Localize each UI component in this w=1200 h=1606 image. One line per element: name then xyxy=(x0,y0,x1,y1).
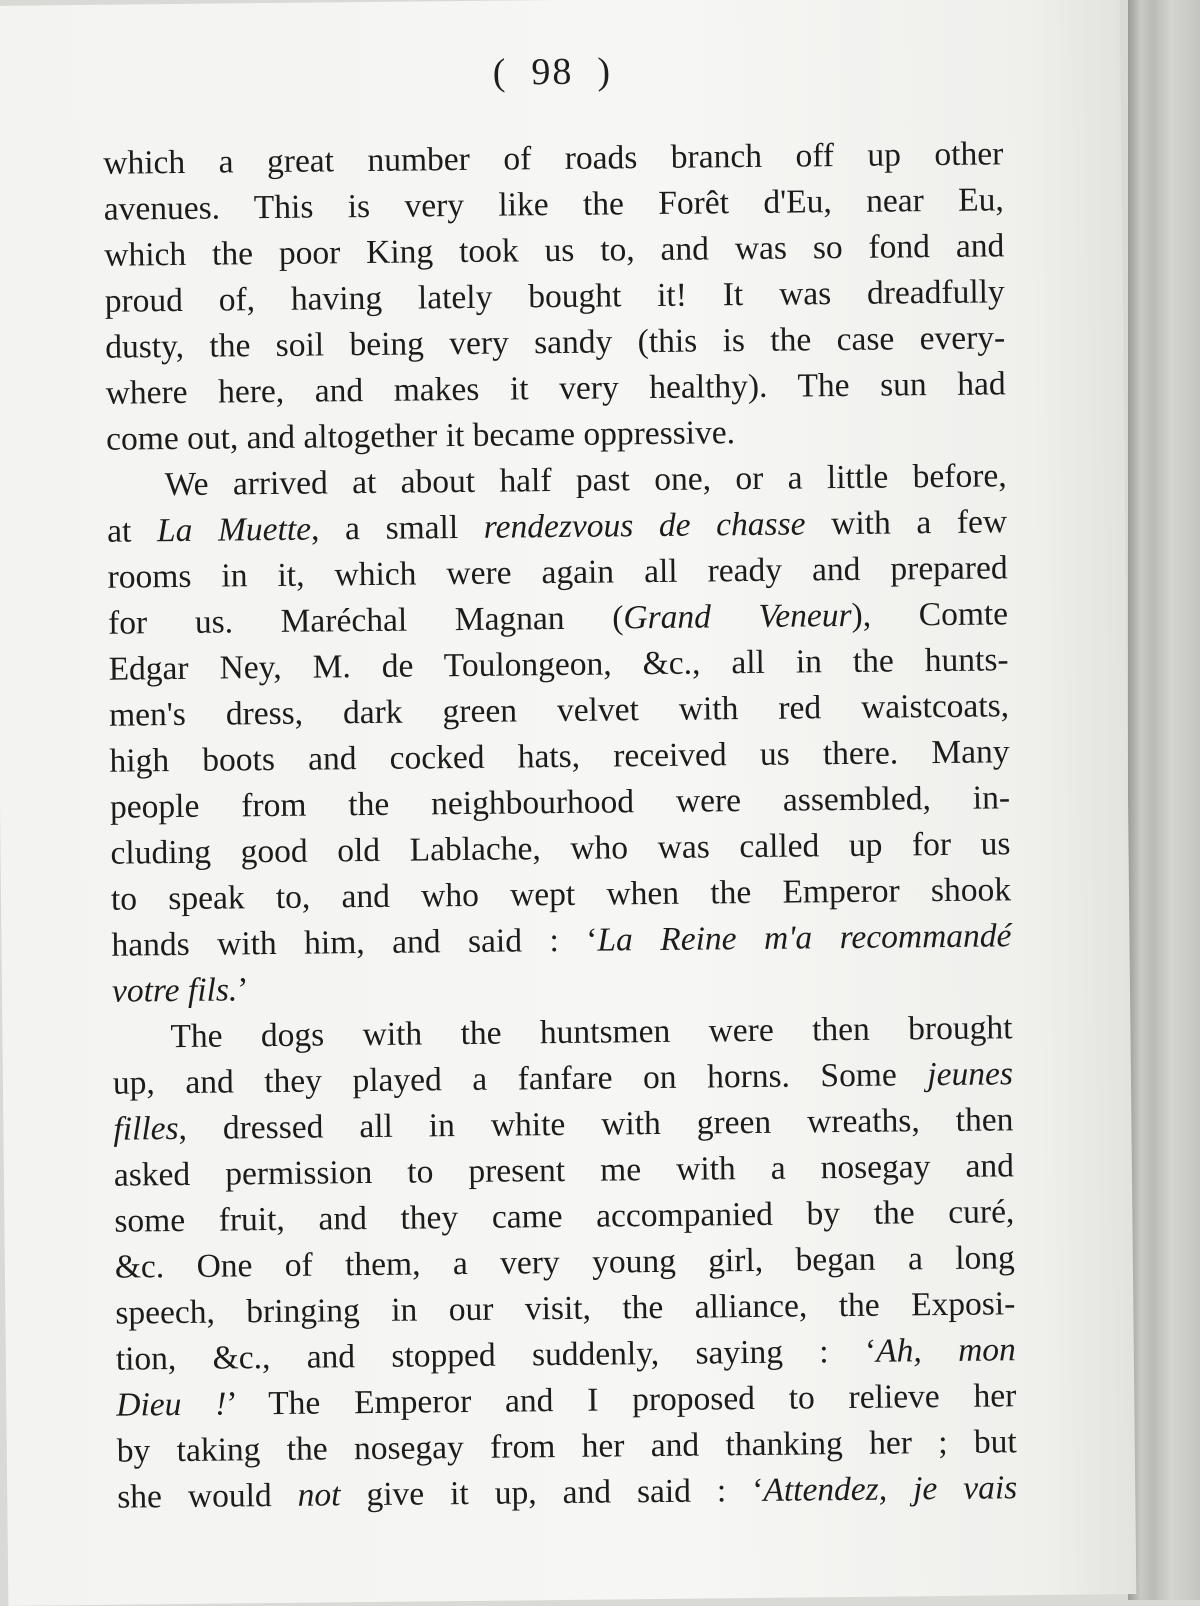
italic-text: filles xyxy=(113,1110,179,1148)
italic-text: Ah, mon xyxy=(875,1331,1016,1370)
text-line: Edgar Ney, M. de Toulongeon, &c., all in the hunts- xyxy=(108,641,1009,688)
italic-text: Dieu ! xyxy=(116,1385,227,1424)
text-line: some fruit, and they came accompanied by the curé, xyxy=(114,1193,1015,1240)
text-line: hands with him, and said : ‘La Reine m'a recommandé xyxy=(111,917,1012,964)
paragraph-2 xyxy=(106,453,1012,1014)
text-line: dusty, the soil being very sandy (this is the case every- xyxy=(105,319,1006,366)
text-line: Dieu !’ The Emperor and I proposed to relieve her xyxy=(116,1377,1017,1424)
text-line: to speak to, and who wept when the Emperor shook xyxy=(110,871,1012,918)
text-line: rooms in it, which were again all ready and prepared xyxy=(107,549,1008,596)
italic-text: jeunes xyxy=(927,1055,1014,1094)
text-line: which the poor King took us to, and was so fond and xyxy=(104,227,1005,274)
italic-text: Grand Veneur xyxy=(623,596,852,637)
italic-text: not xyxy=(297,1476,341,1514)
text-line: tion, &c., and stopped suddenly, saying : ‘Ah, mon xyxy=(115,1331,1016,1378)
italic-text: La Reine m'a recommandé xyxy=(597,917,1012,959)
text-line: up, and they played a fanfare on horns. Some jeunes xyxy=(112,1055,1014,1102)
text-line: votre fils.’ xyxy=(111,971,249,1010)
text-line: proud of, having lately bought it! It was dreadfully xyxy=(104,273,1005,320)
text-line: The dogs with the huntsmen were then brought xyxy=(170,1009,1013,1056)
text-line: where here, and makes it very healthy). The sun had xyxy=(105,365,1006,412)
paragraph-3 xyxy=(112,1005,1017,1520)
italic-text: Attendez, je vais xyxy=(763,1469,1018,1509)
text-line: filles, dressed all in white with green wreaths, then xyxy=(113,1101,1014,1148)
page-number-value: 98 xyxy=(531,50,574,94)
text-line: cluding good old Lablache, who was called up for us xyxy=(110,825,1011,872)
italic-text: rendezvous de chasse xyxy=(483,505,806,546)
text-line: avenues. This is very like the Forêt d'Eu, near Eu, xyxy=(103,181,1004,228)
text-line: people from the neighbourhood were assembled, in- xyxy=(109,779,1011,826)
text-line: she would not give it up, and said : ‘Attendez, je vais xyxy=(117,1469,1018,1516)
text-line: men's dress, dark green velvet with red waistcoats, xyxy=(108,687,1010,734)
text-line: asked permission to present me with a nosegay and xyxy=(113,1147,1015,1194)
text-line: by taking the nosegay from her and thanking her ; but xyxy=(116,1423,1017,1470)
text-line: which a great number of roads branch off up other xyxy=(103,135,1004,182)
text-line: &c. One of them, a very young girl, began a long xyxy=(114,1239,1016,1286)
text-line: speech, bringing in our visit, the alliance, the Exposi- xyxy=(115,1285,1016,1332)
body-text xyxy=(103,131,1017,1520)
text-line: come out, and altogether it became oppressive. xyxy=(106,414,736,458)
book-page-edge xyxy=(1128,0,1200,1600)
text-line: at La Muette, a small rendezvous de chasse with a few xyxy=(106,503,1008,550)
text-line: high boots and cocked hats, received us there. Many xyxy=(109,733,1010,780)
text-line: for us. Maréchal Magnan (Grand Veneur), Comte xyxy=(107,595,1009,642)
page-number: ( 98 ) xyxy=(492,50,613,94)
text-line: We arrived at about half past one, or a little before, xyxy=(164,457,1007,504)
italic-text: La Muette xyxy=(156,510,312,550)
paragraph-1 xyxy=(103,131,1006,462)
italic-text: votre fils. xyxy=(111,971,238,1010)
